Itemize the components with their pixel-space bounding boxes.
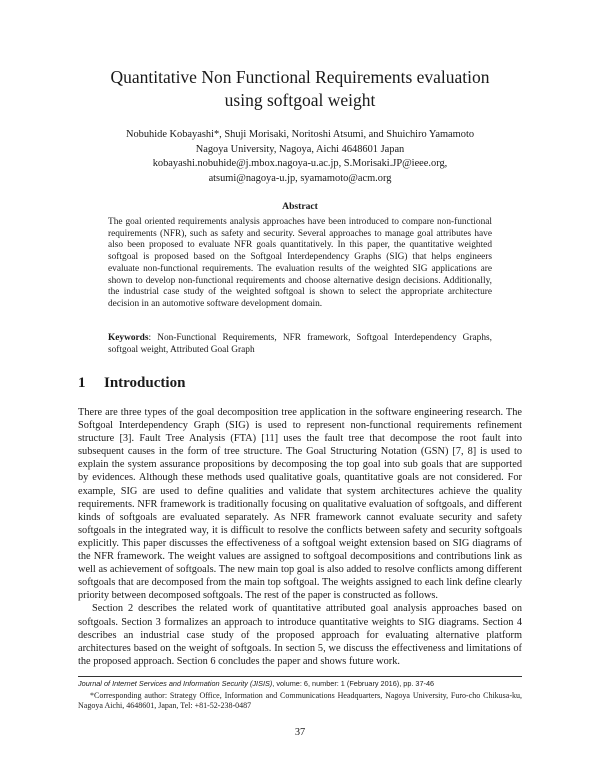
journal-name: Journal of Internet Services and Information Security (JISIS) xyxy=(78,679,273,688)
author-list: Nobuhide Kobayashi*, Shuji Morisaki, Noritoshi Atsumi, and Shuichiro Yamamoto xyxy=(125,129,475,140)
corresponding-author-note: *Corresponding author: Strategy Office, Information and Communications Headquarters, Nagoya University, Furo-cho Chikusa-ku, Nagoya Aichi, 4648601, Japan, Tel: +81-52-238-0487 xyxy=(78,690,522,711)
keywords-label: Keywords xyxy=(108,333,149,343)
abstract-heading: Abstract xyxy=(282,201,318,212)
section-body xyxy=(78,406,522,668)
title-line-1: Quantitative Non Functional Requirements evaluation xyxy=(110,67,490,87)
title-line-2: using softgoal weight xyxy=(224,90,376,110)
paragraph: Section 2 describes the related work of quantitative attributed goal analysis approaches based on softgoals. Section 3 formalizes an approach to introduce quantitative weights to SIG diagrams. Section 4 describes an industrial case study of the proposed approach for evaluating alternative platform architectures based on the weight of softgoals. In section 5, we discuss the effectiveness and limitations of the proposed approach. Section 6 concludes the paper and shows future work. xyxy=(78,603,522,667)
abstract-text: The goal oriented requirements analysis approaches have been introduced to compare non-functional requirements (NFR), such as safety and security. Several approaches to manage goal attributes have also been proposed to evaluate NFR goals quantitatively. In this paper, the quantitative weighted softgoal is proposed based on the Softgoal Interdependency Graphs (SIG) that helps engineers evaluate non-functional requirements. The evaluation results of the weighted SIG applications are shown to develop non-functional requirements and choose alternative design decisions. Additionally, the industrial case study of the weighted softgoal is shown to select the appropriate architecture decision in an automotive software development domain. xyxy=(108,217,492,309)
footnote-divider xyxy=(78,676,522,677)
author-block xyxy=(60,128,540,186)
page-number: 37 xyxy=(294,727,306,738)
section-heading xyxy=(78,374,185,392)
journal-citation xyxy=(78,679,522,690)
affiliation: Nagoya University, Nagoya, Aichi 4648601 Japan xyxy=(195,143,405,155)
keywords xyxy=(108,333,492,356)
section-number: 1 xyxy=(78,375,86,391)
journal-details: , volume: 6, number: 1 (February 2016), pp. 37-46 xyxy=(272,679,435,688)
paragraph: There are three types of the goal decomposition tree application in the software engineering research. The Softgoal Interdependency Graph (SIG) is used to represent non-functional requirements refinement structure [3]. Fault Tree Analysis (FTA) [11] uses the fault tree that decompose the root fault into subsequent causes in the form of tree structure. The Goal Structuring Notation (GSN) [7, 8] is used to explain the system assurance propositions by decomposing the top goal into sub goals that are supported by evidences. Although these methods used qualitative goals, quantitative goals are not considered. For example, SIG are used to define qualities and validate that system architectures achieve the quality requirements. NFR framework is traditionally focusing on qualitative evaluation of softgoals, and different kinds of softgoals are evaluated separately. As NFR framework cannot evaluate security and safety softgoals in the integrated way, it is difficult to resolve the conflicts between safety and security softgoals explicitly. This paper discusses the effectiveness of a softgoal weight extension based on SIG diagrams of the NFR framework. The weight values are assigned to softgoal decompositions and contributions link as well as achievement of softgoals. The new main top goal is also added to resolve conflicts among different softgoals that are decomposed from the main top softgoal. The weights assigned to each link define clearly priority between decomposed softgoals. The rest of the paper is constructed as follows. xyxy=(78,407,522,602)
emails-line-2: atsumi@nagoya-u.jp, syamamoto@acm.org xyxy=(208,172,392,184)
paper-title xyxy=(60,66,540,112)
keywords-text: : Non-Functional Requirements, NFR framework, Softgoal Interdependency Graphs, softgoal weight, Attributed Goal Graph xyxy=(108,333,492,355)
footnotes xyxy=(78,679,522,712)
emails-line-1: kobayashi.nobuhide@j.mbox.nagoya-u.ac.jp, S.Morisaki.JP@ieee.org, xyxy=(152,158,448,169)
section-title: Introduction xyxy=(104,375,186,391)
